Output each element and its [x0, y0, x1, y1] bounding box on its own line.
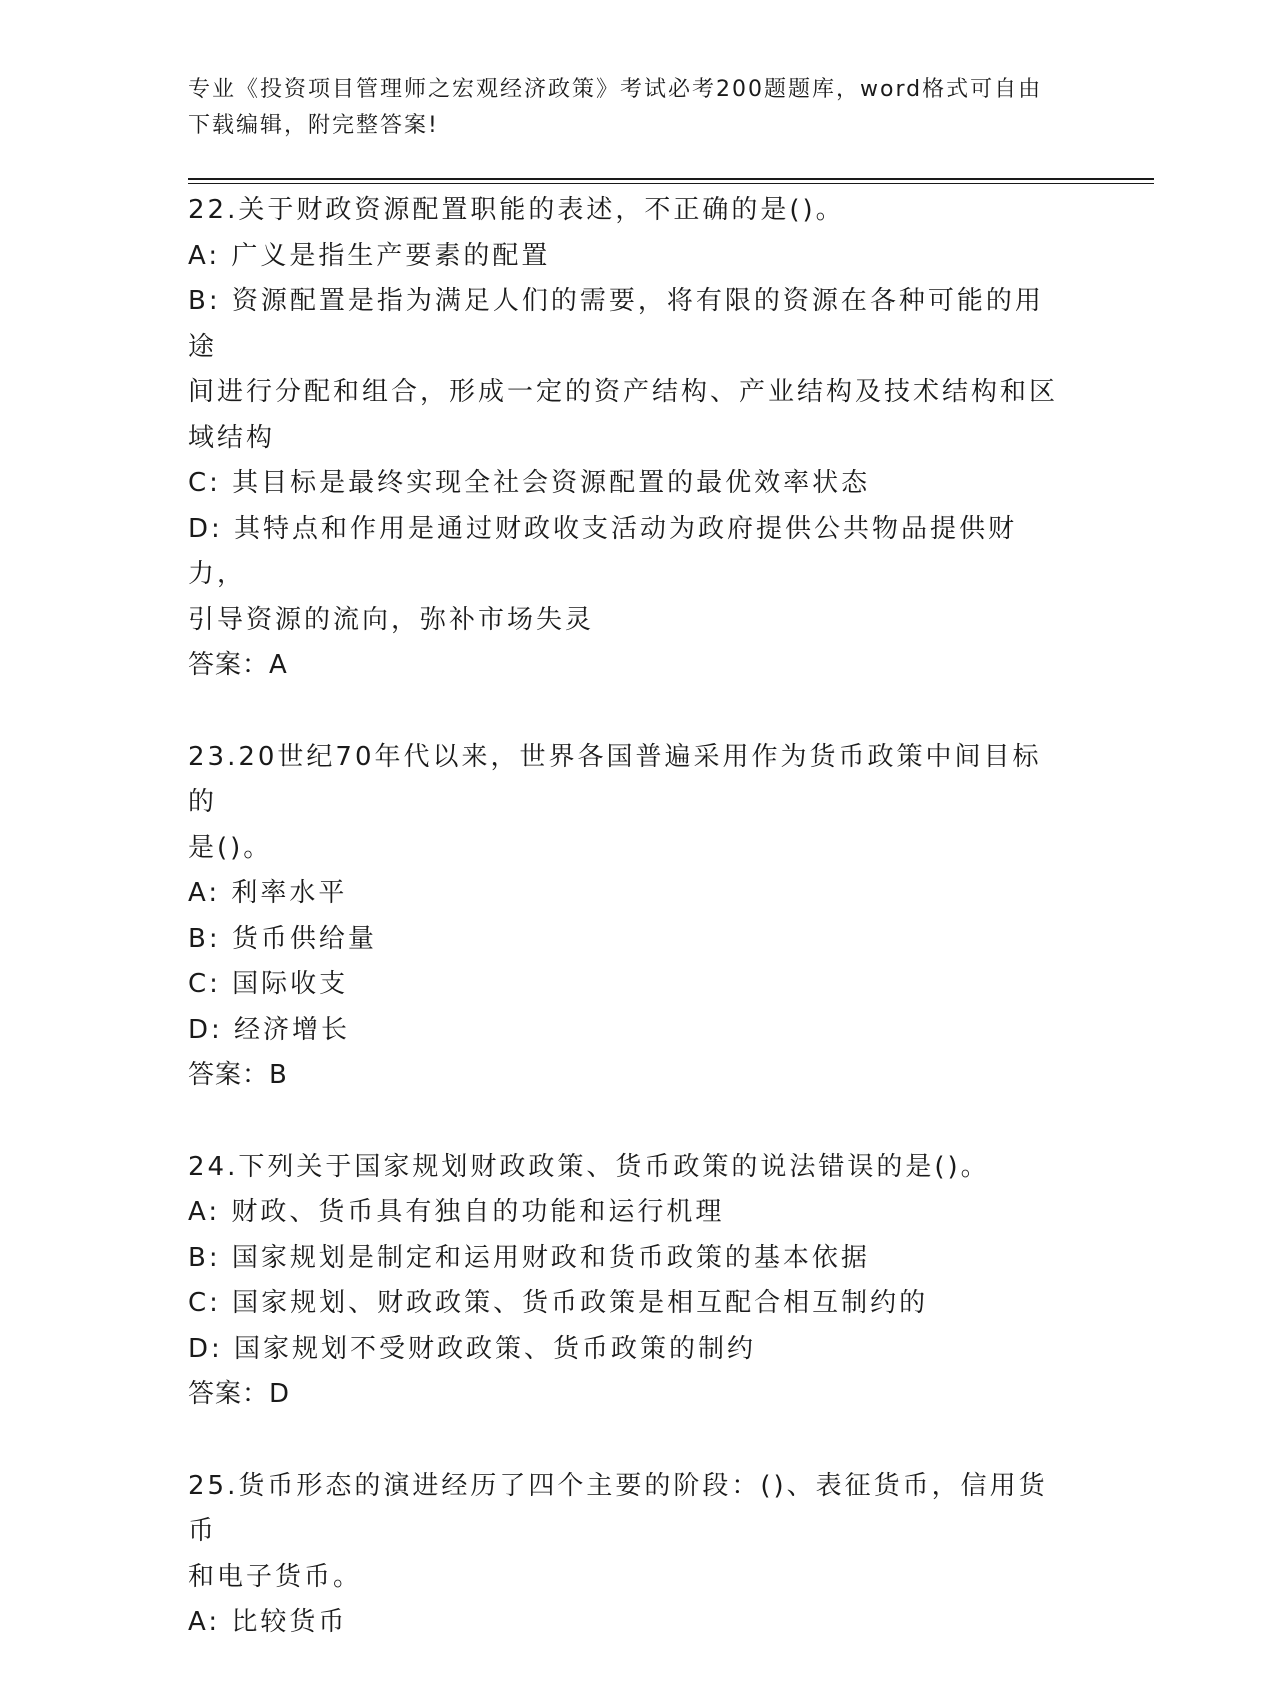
- option-b-continued: 间进行分配和组合，形成一定的资产结构、产业结构及技术结构和区: [188, 377, 1059, 407]
- question-list: [188, 188, 1068, 1692]
- question-stem-continued: 和电子货币。: [188, 1561, 363, 1592]
- question-stem: 24.下列关于国家规划财政政策、货币政策的说法错误的是()。: [188, 1151, 990, 1182]
- question-24: [188, 1145, 1068, 1418]
- question-stem: 25.货币形态的演进经历了四个主要的阶段：()、表征货币，信用货币: [188, 1470, 1048, 1546]
- header-divider-thick: [188, 178, 1154, 180]
- question-stem-continued: 是()。: [188, 832, 273, 863]
- option-b: B: 国家规划是制定和运用财政和货币政策的基本依据: [188, 1242, 870, 1273]
- option-b: B: 货币供给量: [188, 923, 377, 954]
- header-divider-thin: [188, 183, 1154, 184]
- answer-line: 答案：D: [188, 1379, 291, 1409]
- option-d: D: 经济增长: [188, 1014, 351, 1045]
- option-b: B: 资源配置是指为满足人们的需要，将有限的资源在各种可能的用途: [188, 286, 1044, 362]
- document-header: [188, 72, 1068, 144]
- question-25: [188, 1464, 1068, 1646]
- question-23: [188, 735, 1068, 1099]
- header-line-2: 下载编辑，附完整答案!: [188, 113, 439, 138]
- option-b-continued: 域结构: [188, 422, 276, 453]
- option-d-continued: 引导资源的流向，弥补市场失灵: [188, 604, 595, 635]
- option-a: A: 财政、货币具有独自的功能和运行机理: [188, 1197, 725, 1227]
- question-stem: 23.20世纪70年代以来，世界各国普遍采用作为货币政策中间目标的: [188, 741, 1042, 817]
- option-d: D: 其特点和作用是通过财政收支活动为政府提供公共物品提供财力，: [188, 513, 1018, 589]
- option-c: C: 其目标是最终实现全社会资源配置的最优效率状态: [188, 468, 871, 498]
- option-c: C: 国家规划、财政政策、货币政策是相互配合相互制约的: [188, 1288, 929, 1318]
- question-22: [188, 188, 1068, 689]
- option-a: A: 广义是指生产要素的配置: [188, 240, 551, 271]
- option-c: C: 国际收支: [188, 969, 349, 999]
- option-a: A: 利率水平: [188, 878, 348, 908]
- header-line-1: 专业《投资项目管理师之宏观经济政策》考试必考200题题库，word格式可自由: [188, 77, 1043, 102]
- answer-line: 答案：A: [188, 650, 288, 680]
- option-a: A: 比较货币: [188, 1607, 348, 1637]
- answer-line: 答案：B: [188, 1060, 288, 1090]
- question-stem: 22.关于财政资源配置职能的表述，不正确的是()。: [188, 195, 845, 225]
- option-d: D: 国家规划不受财政政策、货币政策的制约: [188, 1333, 757, 1364]
